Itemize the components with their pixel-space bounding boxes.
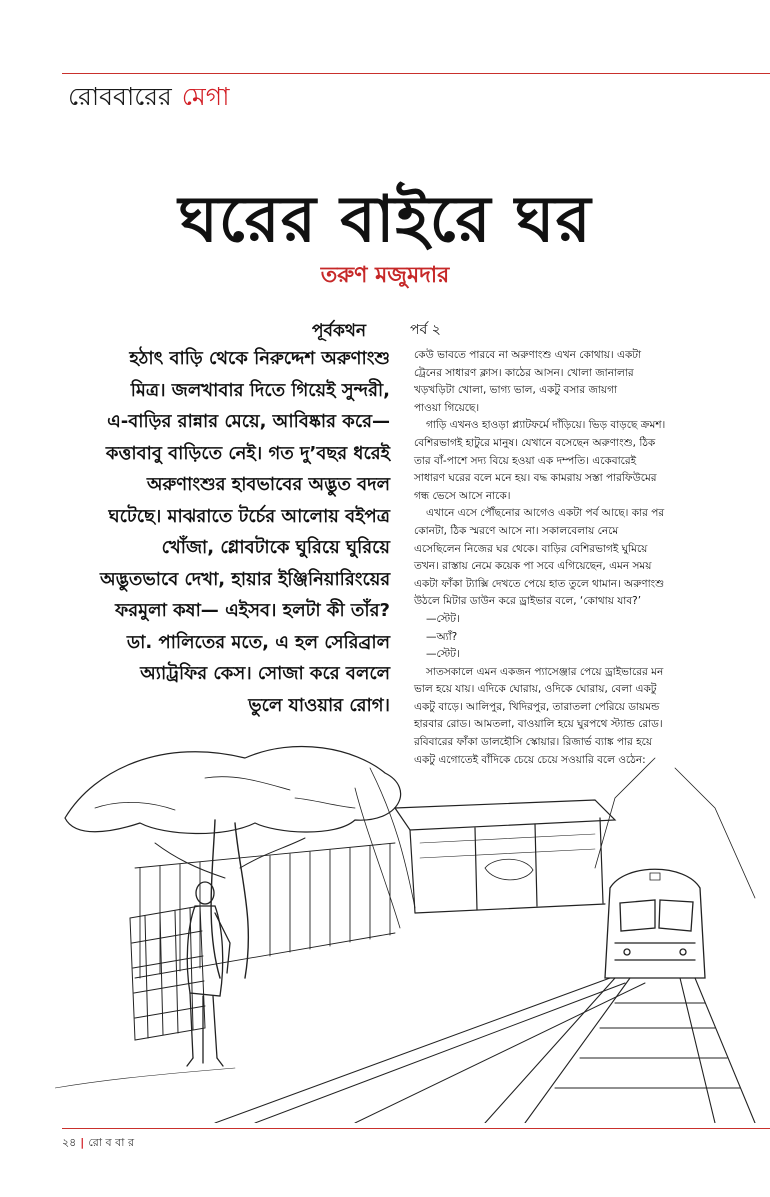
article-title: ঘরের বাইরে ঘর (178, 183, 592, 257)
body-line: সাতসকালে এমন একজন প্যাসেঞ্জার পেয়ে ড্রাইভারের মন (426, 665, 664, 678)
summary-heading: পূর্বকথন (312, 321, 367, 341)
section-label-highlight: মেগা (181, 82, 230, 111)
body-line: পাওয়া গিয়েছে। (414, 401, 480, 414)
body-line: উঠলে মিটার ডাউন করে ড্রাইভার বলে, ‘কোথায় যাব?’ (414, 595, 642, 608)
body-line: কোনটা, ঠিক স্মরণে আসে না। সকালবেলায় নেমে (414, 524, 619, 537)
body-line: একটা ফাঁকা ট্যাক্সি দেখতে পেয়ে হাত তুলে থামান। অরুণাংশু (414, 577, 665, 590)
summary-line: অরুণাংশুর হাবভাবের অদ্ভুত বদল (146, 474, 390, 495)
body-line: হারবার রোড। আমতলা, বাওয়ালি হয়ে ঘুরপথে স্ট্যান্ড রোড। (414, 718, 663, 731)
train (595, 758, 755, 978)
station-illustration (55, 728, 770, 1123)
bottom-rule (62, 1128, 770, 1129)
top-rule (62, 73, 770, 74)
summary-line: ডা. পালিতের মতে, এ হল সেরিব্রাল (126, 631, 390, 653)
body-line: এসেছিলেন নিজের ঘর থেকে। বাড়ির বেশিরভাগই ঘুমিয়ে (414, 542, 648, 555)
summary-block (100, 343, 390, 721)
station-shelter (355, 768, 615, 928)
page-footer (62, 1134, 134, 1153)
body-line: —অ্যাঁ? (426, 630, 458, 643)
summary-line: অদ্ভুতভাবে দেখা, হায়ার ইঞ্জিনিয়ারিংয়ের (100, 568, 391, 590)
body-line: ভাল হয়ে যায়। এদিকে ঘোরায়, ওদিকে ঘোরায়, বেলা একটু (414, 683, 657, 696)
body-line: ট্রেনের সাধারণ ক্লাস। কাঠের আসন। খোলা জানালার (414, 366, 634, 379)
body-line: তখন। রাস্তায় নেমে কয়েক পা সবে এগিয়েছেন, এমন সময় (414, 560, 652, 573)
summary-line: এ-বাড়ির রান্নার মেয়ে, আবিষ্কার করে— (107, 411, 390, 432)
summary-line: খোঁজা, গ্লোবটাকে ঘুরিয়ে ঘুরিয়ে (161, 537, 390, 558)
episode-label: পর্ব ২ (410, 322, 441, 338)
summary-line: হঠাৎ বাড়ি থেকে নিরুদ্দেশ অরুণাংশু (129, 348, 390, 369)
footer-separator: | (80, 1136, 85, 1149)
story-column (414, 347, 766, 769)
section-label (68, 80, 229, 114)
body-line: একটু বাড়ে। আলিপুর, খিদিরপুর, তারাতলা পেরিয়ে ডায়মন্ড (414, 700, 660, 713)
body-line: —স্টেট। (426, 612, 460, 625)
body-line: গন্ধ ভেসে আসে নাকে। (414, 489, 511, 502)
body-line: —স্টেট। (426, 648, 460, 661)
summary-line: ঘটেছে। মাঝরাতে টর্চের আলোয় বইপত্র (108, 505, 390, 527)
body-line: একটু এগোতেই বাঁদিকে চেয়ে চেয়ে সওয়ারি বলে ওঠেন: (414, 753, 646, 766)
summary-line: কত্তাবাবু বাড়িতে নেই। গত দু’বছর ধরেই (105, 442, 390, 464)
body-line: বেশিরভাগই হাটুরে মানুষ। যেখানে বসেছেন অরুণাংশু, ঠিক (414, 436, 656, 449)
gate (130, 906, 205, 1040)
summary-line: ফরমুলা কষা— এইসব। হলটা কী তাঁর? (115, 600, 390, 621)
body-line: সাধারণ ঘরের বলে মনে হয়। বদ্ধ কামরায় সস্তা পারফিউমের (414, 472, 657, 485)
article-author: তরুণ মজুমদার (320, 263, 450, 288)
section-label-prefix: রোববারের (68, 82, 172, 111)
summary-line: ভুলে যাওয়ার রোগ। (248, 694, 390, 716)
body-line: কেউ ভাবতে পারবে না অরুণাংশু এখন কোথায়। একটা (414, 349, 642, 361)
body-line: খড়খড়িটা খোলা, ভাগ্য ভাল, একটু বসার জায়গা (414, 384, 618, 397)
body-line: তার বাঁ-পাশে সদ্য বিয়ে হওয়া এক দম্পতি। একেবারেই (414, 454, 637, 467)
platform (55, 978, 645, 1123)
body-line: গাড়ি এখনও হাওড়া প্ল্যাটফর্মে দাঁড়িয়ে। ভিড় বাড়ছে ক্রমশ। (426, 419, 666, 432)
summary-line: মিত্র। জলখাবার দিতে গিয়েই সুন্দরী, (130, 379, 390, 401)
body-line: রবিবারের ফাঁকা ডালহৌসি স্কোয়ার। রিজার্ভ ব্যাঙ্ক পার হয়ে (414, 736, 653, 749)
standing-man (187, 882, 230, 1066)
page-number: ২৪ (62, 1136, 77, 1149)
body-line: এখানে এসে পৌঁছনোর আগেও একটা পর্ব আছে। কার পর (426, 507, 665, 520)
railway-track (485, 978, 755, 1123)
summary-line: অ্যাট্রফির কেস। সোজা করে বললে (140, 663, 390, 684)
magazine-name: রো ব বা র (88, 1136, 135, 1149)
